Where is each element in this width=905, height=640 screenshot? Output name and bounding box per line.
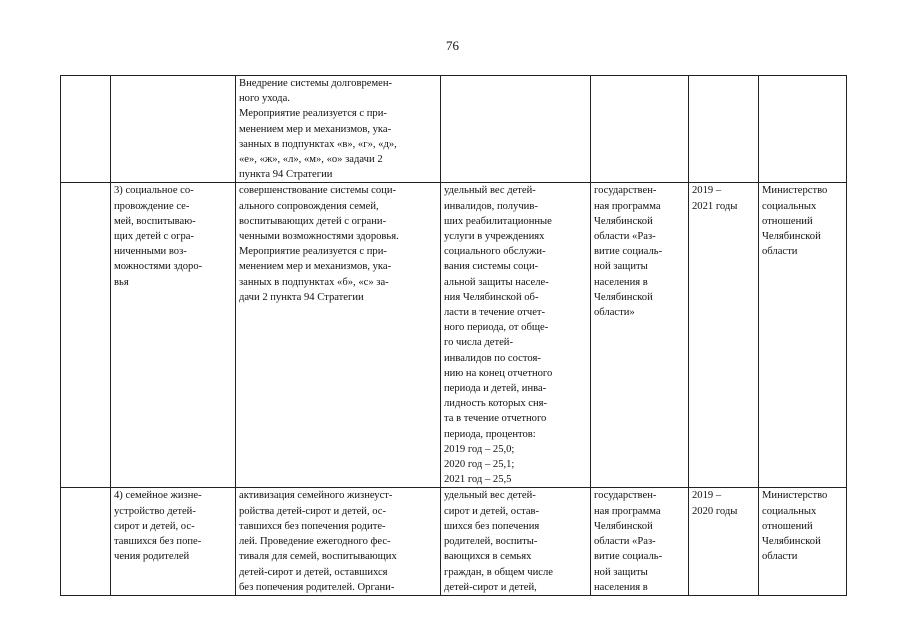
text-line: области «Раз- — [594, 231, 656, 243]
text-line: чения родителей — [114, 551, 190, 563]
text-line: Челябинской — [762, 536, 821, 548]
text-line: государствен- — [594, 185, 657, 197]
text-line: тавшихся без попе- — [114, 536, 202, 548]
text-line: вья — [114, 276, 129, 288]
text-line: 3) социальное со- — [114, 185, 194, 197]
text-line: го числа детей- — [444, 337, 513, 349]
period-cell — [689, 488, 759, 595]
executor-cell — [759, 76, 847, 183]
text-line: Мероприятие реализуется с при- — [239, 108, 387, 120]
text-line: альной защиты населе- — [444, 276, 549, 288]
text-line: 2019 – — [692, 490, 722, 502]
text-line: ная программа — [594, 200, 661, 212]
table-row — [61, 488, 847, 595]
text-line: Челябинской — [762, 231, 821, 243]
program-cell — [591, 76, 689, 183]
text-line: ного периода, от обще- — [444, 322, 549, 334]
text-line: тавшихся без попечения родите- — [239, 520, 386, 532]
text-line: 2020 год – 25,1; — [444, 459, 515, 471]
text-line: отношений — [762, 520, 813, 532]
text-line: дачи 2 пункта 94 Стратегии — [239, 291, 364, 303]
text-line: без попечения родителей. Органи- — [239, 581, 395, 593]
task-cell — [111, 76, 236, 183]
text-line: лей. Проведение ежегодного фес- — [239, 536, 391, 548]
text-line: мей, воспитываю- — [114, 215, 196, 227]
text-line: ласти в течение отчет- — [444, 307, 546, 319]
task-cell — [111, 183, 236, 488]
text-line: граждан, в общем числе — [444, 566, 553, 578]
text-line: «е», «ж», «л», «м», «о» задачи 2 — [239, 154, 383, 166]
text-line: Министерство — [762, 185, 828, 197]
text-line: Челябинской — [594, 215, 653, 227]
measures-cell — [236, 183, 441, 488]
text-line: воспитывающих детей с ограни- — [239, 215, 387, 227]
indicator-cell — [441, 488, 591, 595]
text-line: Челябинской — [594, 520, 653, 532]
text-line: вания системы соци- — [444, 261, 539, 273]
text-line: ниченными воз- — [114, 246, 187, 258]
row-number-cell — [61, 488, 111, 595]
text-line: ной защиты — [594, 566, 648, 578]
page-number: 76 — [446, 38, 459, 53]
text-line: шихся без попечения — [444, 520, 540, 532]
text-line: совершенствование системы соци- — [239, 185, 397, 197]
text-line: области «Раз- — [594, 536, 656, 548]
text-line: 2021 годы — [692, 200, 738, 212]
text-line: пункта 94 Стратегии — [239, 169, 333, 181]
text-line: услуги в учреждениях — [444, 231, 545, 243]
text-line: ного ухода. — [239, 93, 290, 105]
text-line: устройство детей- — [114, 505, 196, 517]
indicator-cell — [441, 76, 591, 183]
text-line: ального сопровождения семей, — [239, 200, 379, 212]
text-line: 2019 – — [692, 185, 722, 197]
text-line: занных в подпунктах «в», «г», «д», — [239, 138, 397, 150]
text-line: лидность которых сня- — [444, 398, 548, 410]
text-line: удельный вес детей- — [444, 185, 536, 197]
text-line: отношений — [762, 215, 813, 227]
text-line: ной защиты — [594, 261, 648, 273]
text-line: 2019 год – 25,0; — [444, 443, 515, 455]
text-line: менением мер и механизмов, ука- — [239, 123, 392, 135]
text-line: активизация семейного жизнеуст- — [239, 490, 393, 502]
text-line: нию на конец отчетного — [444, 367, 553, 379]
executor-cell — [759, 488, 847, 595]
text-line: занных в подпунктах «б», «с» за- — [239, 276, 389, 288]
executor-cell — [759, 183, 847, 488]
strategy-table — [60, 75, 847, 596]
text-line: ройства детей-сирот и детей, ос- — [239, 505, 387, 517]
text-line: удельный вес детей- — [444, 490, 536, 502]
table-row — [61, 76, 847, 183]
text-line: ная программа — [594, 505, 661, 517]
text-line: инвалидов по состоя- — [444, 352, 541, 364]
text-line: 4) семейное жизне- — [114, 490, 202, 502]
text-line: социальных — [762, 505, 817, 517]
indicator-cell — [441, 183, 591, 488]
text-line: ченными возможностями здоровья. — [239, 231, 399, 243]
text-line: социального обслужи- — [444, 246, 546, 258]
task-cell — [111, 488, 236, 595]
text-line: сирот и детей, ос- — [114, 520, 195, 532]
text-line: области — [762, 246, 798, 258]
text-line: 2021 год – 25,5 — [444, 474, 512, 486]
text-line: населения в — [594, 581, 648, 593]
text-line: 2020 годы — [692, 505, 738, 517]
period-cell — [689, 76, 759, 183]
text-line: менением мер и механизмов, ука- — [239, 261, 392, 273]
text-line: ния Челябинской об- — [444, 291, 539, 303]
text-line: детей-сирот и детей, оставшихся — [239, 566, 388, 578]
text-line: сирот и детей, остав- — [444, 505, 540, 517]
period-cell — [689, 183, 759, 488]
program-cell — [591, 488, 689, 595]
text-line: периода и детей, инва- — [444, 383, 547, 395]
text-line: инвалидов, получив- — [444, 200, 538, 212]
text-line: можностями здоро- — [114, 261, 203, 273]
text-line: витие социаль- — [594, 551, 663, 563]
text-line: области — [762, 551, 798, 563]
program-cell — [591, 183, 689, 488]
text-line: вающихся в семьях — [444, 551, 532, 563]
text-line: детей-сирот и детей, — [444, 581, 537, 593]
text-line: Мероприятие реализуется с при- — [239, 246, 387, 258]
row-number-cell — [61, 76, 111, 183]
text-line: области» — [594, 307, 635, 319]
text-line: родителей, воспиты- — [444, 536, 538, 548]
text-line: Челябинской — [594, 291, 653, 303]
measures-cell — [236, 76, 441, 183]
text-line: тиваля для семей, воспитывающих — [239, 551, 397, 563]
text-line: государствен- — [594, 490, 657, 502]
text-line: социальных — [762, 200, 817, 212]
text-line: провождение се- — [114, 200, 190, 212]
row-number-cell — [61, 183, 111, 488]
text-line: та в течение отчетного — [444, 413, 547, 425]
text-line: витие социаль- — [594, 246, 663, 258]
text-line: Внедрение системы долговремен- — [239, 78, 393, 89]
table-row — [61, 183, 847, 488]
text-line: ших реабилитационные — [444, 215, 552, 227]
measures-cell — [236, 488, 441, 595]
text-line: периода, процентов: — [444, 428, 536, 440]
text-line: щих детей с огра- — [114, 231, 195, 243]
text-line: населения в — [594, 276, 648, 288]
text-line: Министерство — [762, 490, 828, 502]
